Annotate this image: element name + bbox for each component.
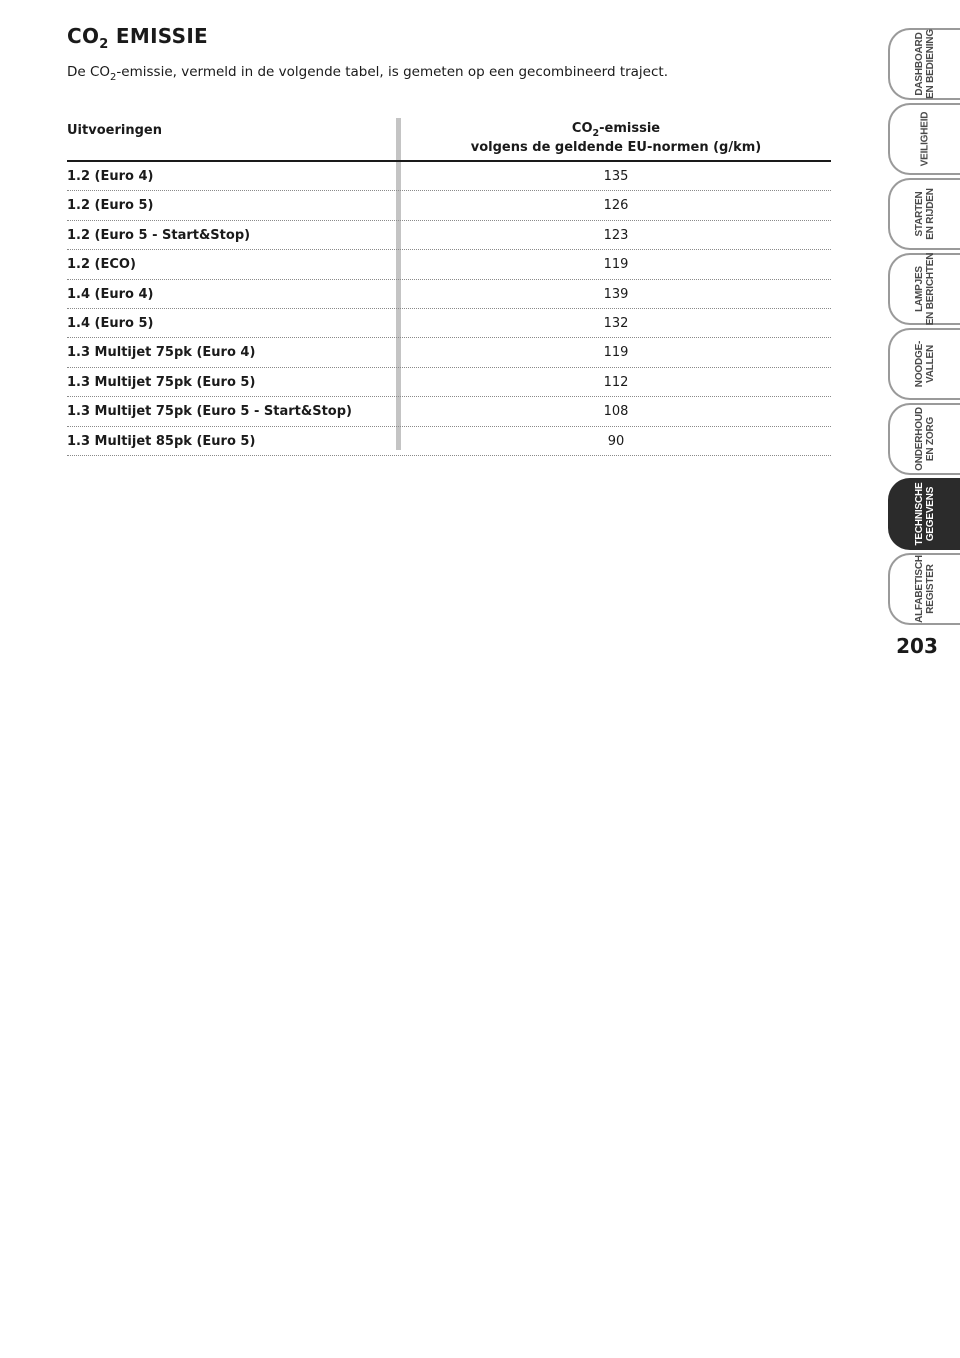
emission-table bbox=[67, 118, 831, 456]
chapter-tab-line2: EN BERICHTEN bbox=[925, 252, 936, 326]
header-emission-line2: volgens de geldende EU-normen (g/km) bbox=[470, 140, 762, 155]
emission-value-cell: 112 bbox=[603, 374, 629, 390]
intro-prefix: De CO bbox=[67, 64, 111, 80]
chapter-tab-label bbox=[914, 407, 936, 471]
table-header bbox=[67, 118, 831, 162]
table-row bbox=[67, 397, 831, 426]
header-co-text: CO bbox=[571, 121, 593, 136]
chapter-tab[interactable] bbox=[888, 328, 960, 400]
model-cell: 1.3 Multijet 75pk (Euro 4) bbox=[67, 345, 256, 361]
header-subscript: 2 bbox=[592, 128, 600, 139]
table-body bbox=[67, 162, 831, 456]
emission-value-cell: 132 bbox=[603, 315, 629, 331]
chapter-tab-line2: VALLEN bbox=[925, 344, 936, 384]
chapter-tab-label bbox=[914, 482, 936, 545]
chapter-tab-label bbox=[914, 188, 936, 240]
model-cell: 1.4 (Euro 4) bbox=[67, 286, 154, 302]
emission-value-cell: 119 bbox=[603, 345, 629, 361]
emission-value-cell: 123 bbox=[603, 227, 629, 243]
page-number: 203 bbox=[896, 634, 938, 658]
chapter-tab-label bbox=[914, 555, 936, 623]
model-cell: 1.2 (Euro 5) bbox=[67, 198, 154, 214]
chapter-tab-line1: TECHNISCHE bbox=[914, 482, 925, 546]
chapter-tab[interactable] bbox=[888, 478, 960, 550]
chapter-tab-line2: REGISTER bbox=[925, 564, 936, 614]
chapter-tab-label bbox=[914, 341, 936, 387]
chapter-tab-label bbox=[914, 253, 936, 326]
table-row bbox=[67, 162, 831, 191]
emission-value-cell: 119 bbox=[603, 257, 629, 273]
chapter-tab-line1: ALFABETISCH bbox=[914, 555, 925, 623]
model-cell: 1.2 (Euro 5 - Start&Stop) bbox=[67, 227, 251, 243]
emission-value-cell: 139 bbox=[603, 286, 629, 302]
chapter-tab[interactable] bbox=[888, 553, 960, 625]
chapter-tab-line2: EN BEDIENING bbox=[925, 29, 936, 99]
model-cell: 1.4 (Euro 5) bbox=[67, 315, 154, 331]
chapter-tab-line1: ONDERHOUD bbox=[914, 407, 925, 471]
model-cell: 1.2 (Euro 4) bbox=[67, 169, 154, 184]
chapter-tab-line2: EN RIJDEN bbox=[925, 188, 936, 240]
intro-subscript: 2 bbox=[110, 72, 117, 83]
table-row bbox=[67, 368, 831, 397]
chapter-tab-line1: VEILIGHEID bbox=[919, 111, 931, 167]
emission-value-cell: 108 bbox=[603, 404, 629, 420]
emission-value-cell: 126 bbox=[603, 198, 629, 214]
table-row bbox=[67, 280, 831, 309]
model-cell: 1.3 Multijet 75pk (Euro 5) bbox=[67, 374, 256, 390]
page-title bbox=[67, 24, 209, 52]
header-emission-word: -emissie bbox=[599, 121, 661, 136]
header-versions: Uitvoeringen bbox=[67, 123, 162, 138]
intro-rest: -emissie, vermeld in de volgende tabel, is gemeten op een gecombineerd traject. bbox=[116, 64, 668, 80]
table-row bbox=[67, 338, 831, 367]
chapter-tab-label bbox=[920, 112, 931, 167]
model-cell: 1.2 (ECO) bbox=[67, 257, 136, 273]
intro-text bbox=[67, 64, 668, 83]
header-emission bbox=[401, 120, 831, 157]
chapter-tab-line1: NOODGE- bbox=[914, 340, 925, 388]
chapter-tab-line1: DASHBOARD bbox=[914, 32, 925, 96]
chapter-tab-label bbox=[914, 29, 936, 99]
chapter-tab-line2: GEGEVENS bbox=[925, 486, 936, 542]
header-emission-line1 bbox=[401, 120, 831, 139]
chapter-tab[interactable] bbox=[888, 28, 960, 100]
chapter-tab-line1: STARTEN bbox=[914, 191, 925, 237]
table-row bbox=[67, 221, 831, 250]
model-cell: 1.3 Multijet 85pk (Euro 5) bbox=[67, 433, 256, 449]
emission-value-cell: 135 bbox=[603, 169, 629, 184]
table-row bbox=[67, 191, 831, 220]
chapter-tab[interactable] bbox=[888, 403, 960, 475]
table-row bbox=[67, 250, 831, 279]
table-row bbox=[67, 309, 831, 338]
chapter-tab[interactable] bbox=[888, 253, 960, 325]
title-subscript: 2 bbox=[99, 37, 109, 52]
chapter-tab-line2: EN ZORG bbox=[925, 416, 936, 462]
title-prefix: CO bbox=[67, 24, 100, 48]
chapter-tab[interactable] bbox=[888, 103, 960, 175]
chapter-tab[interactable] bbox=[888, 178, 960, 250]
emission-value-cell: 90 bbox=[607, 433, 625, 449]
chapter-tab-line1: LAMPJES bbox=[914, 266, 925, 312]
title-rest: EMISSIE bbox=[108, 24, 209, 48]
model-cell: 1.3 Multijet 75pk (Euro 5 - Start&Stop) bbox=[67, 404, 352, 420]
table-row bbox=[67, 427, 831, 456]
